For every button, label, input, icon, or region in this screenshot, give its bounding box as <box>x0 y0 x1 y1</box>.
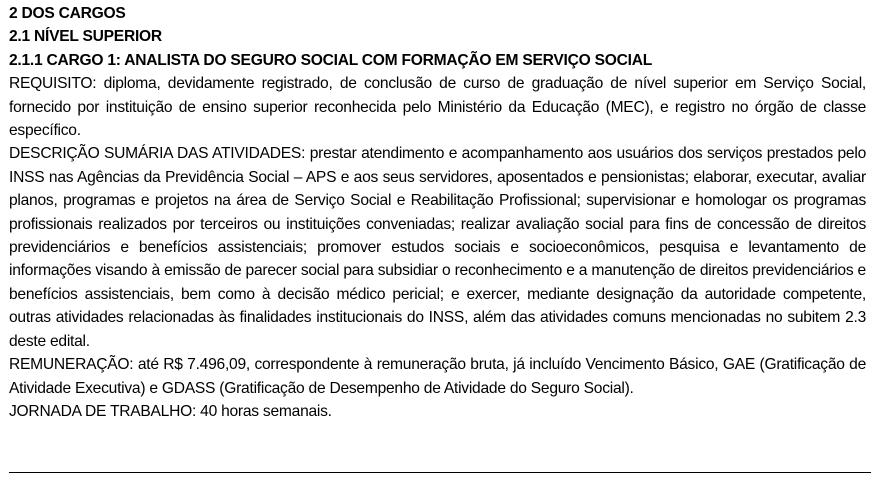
requisito-paragraph: REQUISITO: diploma, devidamente registrado, de conclusão de curso de graduação de nível superior em Serviço Social, fornecido por instituição de ensino superior reconhecida pelo Ministério da Educação (MEC), e registro no órgão de classe específico. <box>9 75 866 140</box>
remuneracao-paragraph: REMUNERAÇÃO: até R$ 7.496,09, correspondente à remuneração bruta, já incluído Vencimento Básico, GAE (Gratificação de Atividade Executiva) e GDASS (Gratificação de Desempenho de Atividade do Seguro Social). <box>9 356 866 397</box>
bottom-divider <box>9 472 871 473</box>
cargo-heading: 2.1.1 CARGO 1: ANALISTA DO SEGURO SOCIAL COM FORMAÇÃO EM SERVIÇO SOCIAL <box>9 51 653 69</box>
level-heading: 2.1 NÍVEL SUPERIOR <box>9 28 162 46</box>
descricao-paragraph: DESCRIÇÃO SUMÁRIA DAS ATIVIDADES: prestar atendimento e acompanhamento aos usuários dos serviços prestados pelo INSS nas Agências da Previdência Social – APS e aos seus servidores, aposentados e pensionistas; elaborar, executar, avaliar planos, programas e projetos na área de Serviço Social e Reabilitação Profissional; supervisionar e homologar os programas profissionais realizados por terceiros ou instituições conveniadas; realizar avaliação social para fins de concessão de direitos previdenciários e benefícios assistenciais; promover estudos sociais e socioeconômicos, pesquisa e levantamento de informações visando à emissão de parecer social para subsidiar o reconhecimento e a manutenção de direitos previdenciários e benefícios assistenciais, bem como à decisão médico pericial; e exercer, mediante designação da autoridade competente, outras atividades relacionadas às finalidades institucionais do INSS, além das atividades comuns mencionadas no subitem 2.3 deste edital. <box>9 145 866 350</box>
document-body <box>9 2 866 423</box>
section-heading: 2 DOS CARGOS <box>9 5 126 22</box>
jornada-paragraph: JORNADA DE TRABALHO: 40 horas semanais. <box>9 402 332 420</box>
